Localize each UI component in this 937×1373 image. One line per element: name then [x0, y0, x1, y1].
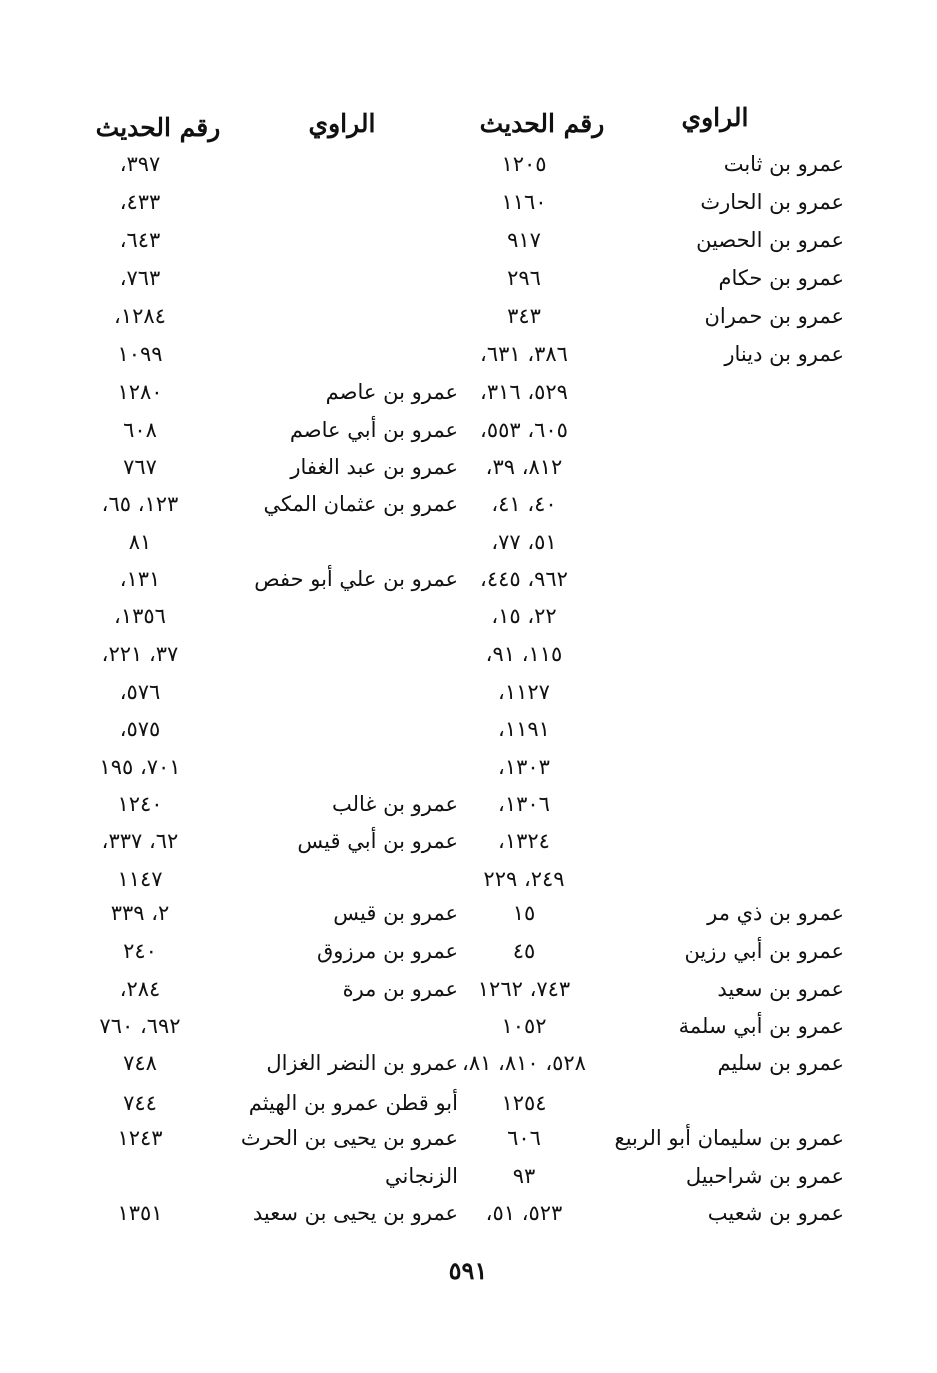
hadith-numbers: ١٣٥١: [117, 1201, 163, 1225]
hadith-numbers: ١٣١،: [119, 567, 161, 591]
hadith-numbers: ٩٦٢، ٤٤٥،: [480, 567, 568, 591]
hadith-numbers: ٢٤٩، ٢٢٩: [483, 867, 565, 891]
header-narrator-right: الراوي: [681, 103, 749, 132]
narrator-name: عمرو بن أبي رزين: [684, 939, 844, 963]
hadith-numbers: ٦٢، ٣٣٧،: [101, 829, 179, 853]
narrator-name: عمرو بن قيس: [333, 901, 458, 925]
hadith-numbers: ٦٠٥، ٥٥٣،: [480, 418, 568, 442]
header-narrator-left: الراوي: [308, 109, 376, 138]
hadith-numbers: ١٣٠٣،: [498, 755, 550, 779]
narrator-name: عمرو بن دينار: [724, 342, 844, 366]
narrator-name: عمرو بن مرة: [342, 977, 458, 1001]
hadith-numbers: ٧٤٤: [123, 1091, 157, 1115]
hadith-numbers: ٥٢٨، ٨١٠، ٨١،: [462, 1051, 586, 1075]
hadith-numbers: ٥٢٣، ٥١،: [485, 1201, 563, 1225]
narrator-name: عمرو بن أبي عاصم: [289, 418, 458, 442]
narrator-name: عمرو بن أبي قيس: [297, 829, 458, 853]
narrator-name: عمرو بن الحصين: [696, 228, 844, 252]
narrator-name: عمرو بن ثابت: [723, 152, 844, 176]
hadith-numbers: ٣٨٦، ٦٣١،: [480, 342, 568, 366]
hadith-numbers: ١١٥، ٩١،: [485, 642, 563, 666]
narrator-name: عمرو بن يحيى بن سعيد: [252, 1201, 458, 1225]
narrator-name: عمرو بن سعيد: [717, 977, 844, 1001]
hadith-numbers: ٢، ٣٣٩: [110, 901, 170, 925]
hadith-numbers: ٢٩٦: [507, 266, 541, 290]
narrator-name: عمرو بن النضر الغزال: [266, 1051, 458, 1075]
hadith-numbers: ٨١٢، ٣٩،: [485, 455, 563, 479]
hadith-numbers: ١٢٣، ٦٥،: [101, 492, 179, 516]
hadith-numbers: ٧٦٣،: [119, 266, 161, 290]
hadith-numbers: ٣٧، ٢٢١،: [101, 642, 179, 666]
hadith-numbers: ٤٣٣،: [119, 190, 161, 214]
hadith-numbers: ١٣٢٤،: [498, 829, 550, 853]
hadith-numbers: ١٢٠٥: [501, 152, 547, 176]
hadith-numbers: ٧٤٨: [123, 1051, 157, 1075]
hadith-numbers: ١٠٩٩: [117, 342, 163, 366]
header-hadith-number-left: رقم الحديث: [95, 113, 221, 142]
hadith-numbers: ١١٦٠: [501, 190, 547, 214]
hadith-numbers: ١١٩١،: [498, 717, 550, 741]
hadith-numbers: ١٢٤٠: [117, 792, 163, 816]
narrator-name: عمرو بن الحارث: [700, 190, 844, 214]
hadith-numbers: ٧٠١، ١٩٥: [99, 755, 181, 779]
hadith-numbers: ٧٤٣، ١٢٦٢: [477, 977, 571, 1001]
narrator-name: عمرو بن حكام: [718, 266, 844, 290]
narrator-name: عمرو بن سليم: [717, 1051, 844, 1075]
narrator-name: عمرو بن ذي مر: [707, 901, 844, 925]
hadith-numbers: ٥٧٥،: [119, 717, 161, 741]
hadith-numbers: ١١٢٧،: [498, 680, 550, 704]
narrator-name: أبو قطن عمرو بن الهيثم: [248, 1091, 458, 1115]
page-number: ٥٩١: [448, 1256, 488, 1285]
narrator-name: عمرو بن مرزوق: [317, 939, 458, 963]
hadith-numbers: ٦٤٣،: [119, 228, 161, 252]
narrator-name: عمرو بن أبي سلمة: [678, 1014, 844, 1038]
narrator-name: عمرو بن سليمان أبو الربيع: [614, 1126, 844, 1150]
hadith-numbers: ٢٤٠: [123, 939, 157, 963]
hadith-numbers: ٤٥: [512, 939, 536, 963]
hadith-numbers: ٦٠٨: [123, 418, 157, 442]
hadith-numbers: ٩١٧: [507, 228, 541, 252]
hadith-numbers: ١٠٥٢: [501, 1014, 547, 1038]
header-hadith-number-right: رقم الحديث: [479, 109, 605, 138]
narrator-name: عمرو بن حمران: [704, 304, 844, 328]
narrator-name: عمرو بن غالب: [332, 792, 458, 816]
hadith-numbers: ١٣٥٦،: [114, 604, 166, 628]
narrator-name: عمرو بن عاصم: [325, 380, 458, 404]
narrator-name: عمرو بن شراحبيل: [685, 1164, 844, 1188]
hadith-numbers: ٣٤٣: [507, 304, 541, 328]
narrator-name: عمرو بن شعيب: [707, 1201, 844, 1225]
hadith-numbers: ١٢٥٤: [501, 1091, 547, 1115]
hadith-numbers: ٣٩٧،: [119, 152, 161, 176]
hadith-numbers: ١٥: [512, 901, 536, 925]
hadith-numbers: ٥١، ٧٧،: [491, 530, 557, 554]
hadith-numbers: ٦٩٢، ٧٦٠: [99, 1014, 181, 1038]
narrator-name: عمرو بن علي أبو حفص: [254, 567, 458, 591]
narrator-name: عمرو بن عثمان المكي: [263, 492, 458, 516]
narrator-name: عمرو بن يحيى بن الحرث: [240, 1126, 458, 1150]
hadith-numbers: ٨١: [128, 530, 152, 554]
hadith-numbers: ١٢٤٣: [117, 1126, 163, 1150]
hadith-numbers: ٥٧٦،: [119, 680, 161, 704]
hadith-numbers: ٢٨٤،: [119, 977, 161, 1001]
hadith-numbers: ١١٤٧: [117, 867, 163, 891]
hadith-numbers: ٩٣: [512, 1164, 536, 1188]
hadith-numbers: ٦٠٦: [507, 1126, 541, 1150]
hadith-numbers: ٤٠، ٤١،: [491, 492, 557, 516]
hadith-numbers: ٢٢، ١٥،: [491, 604, 557, 628]
hadith-numbers: ٧٦٧: [123, 455, 157, 479]
narrator-name: الزنجاني: [385, 1164, 458, 1188]
hadith-numbers: ١٢٨٤،: [114, 304, 166, 328]
hadith-numbers: ٥٢٩، ٣١٦،: [480, 380, 568, 404]
narrator-name: عمرو بن عبد الغفار: [290, 455, 458, 479]
hadith-numbers: ١٣٠٦،: [498, 792, 550, 816]
hadith-numbers: ١٢٨٠: [117, 380, 163, 404]
